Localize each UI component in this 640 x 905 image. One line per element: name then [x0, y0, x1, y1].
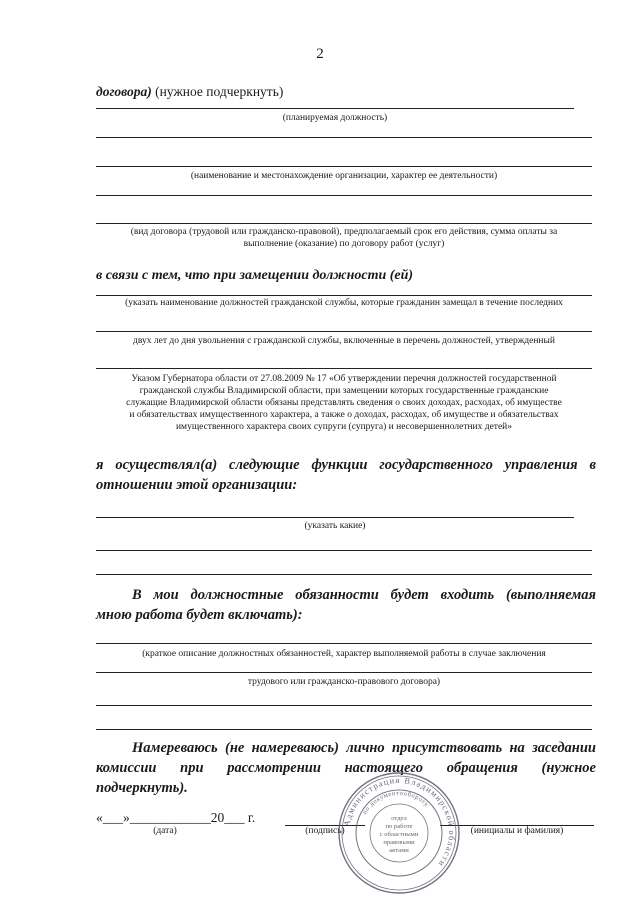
planned-position-line: [96, 108, 574, 109]
positions-line-2: [96, 331, 592, 332]
stamp-center-1: отдел: [391, 815, 407, 822]
stamp-center-4: правовыми: [383, 839, 415, 846]
contract-heading-note: (нужное подчеркнуть): [151, 84, 284, 99]
contract-heading: [96, 84, 283, 100]
decree-caption-4: и обязательствах имущественного характера, а также о доходах, расходах, об имуществе и обязательствах: [129, 410, 559, 420]
contract-caption-2: выполнение (оказание) по договору работ (услуг): [243, 239, 445, 249]
duties-line-2: мною работа будет включать):: [96, 607, 303, 623]
blank-line: [96, 705, 592, 706]
functions-line-2: отношении этой организации:: [96, 477, 298, 493]
intent-line-3: подчеркнуть).: [96, 780, 188, 796]
decree-caption-3: служащие Владимирской области обязаны представлять сведения о своих доходах, расходах, об имуществе: [126, 398, 562, 408]
stamp-center-3: с областными: [379, 831, 419, 838]
svg-text:по документообороту: [361, 790, 430, 816]
date-field: «___»____________20___ г.: [96, 810, 256, 825]
duties-line-2-rule: [96, 672, 592, 673]
connection-heading: в связи с тем, что при замещении должности (ей): [96, 268, 414, 283]
decree-caption-2: гражданской службы Владимирской области, при замещении которых государственные гражданские: [139, 386, 549, 396]
signature-caption: (подпись): [305, 826, 345, 836]
functions-line-1: я осуществлял(а) следующие функции государственного управления в: [96, 457, 596, 473]
organization-caption: (наименование и местонахождение организации, характер ее деятельности): [190, 171, 498, 181]
stamp-inner-ring-text: по документообороту: [361, 789, 431, 816]
decree-caption-5: имущественного характера своих супруги (супруга) и несовершеннолетних детей»: [175, 422, 513, 432]
stamp-center-2: по работе: [385, 823, 413, 830]
duties-caption-1: (краткое описание должностных обязанностей, характер выполняемой работы в случае заключения: [142, 649, 546, 659]
positions-line: [96, 295, 592, 296]
blank-line: [96, 137, 592, 138]
stamp-center-5: актами: [389, 847, 409, 854]
intent-line-2: комиссии при рассмотрении настоящего обращения (нужное: [96, 760, 596, 776]
stamp-ring-text: Администрация Владимирской области: [341, 774, 458, 870]
organization-line: [96, 166, 592, 167]
blank-line: [96, 729, 592, 730]
positions-caption-2: двух лет до дня увольнения с гражданской службы, включенные в перечень должностей, утвержденный: [133, 336, 555, 346]
duties-caption-2: трудового или гражданско-правового договора): [247, 677, 441, 687]
date-caption: (дата): [153, 826, 177, 836]
which-line: [96, 517, 574, 518]
contract-heading-emphasis: договора): [96, 84, 152, 99]
page-number: 2: [316, 46, 324, 62]
positions-caption-1: (указать наименование должностей гражданской службы, которые гражданин замещал в течение последних: [125, 298, 563, 308]
official-stamp: [336, 770, 462, 896]
decree-caption-1: Указом Губернатора области от 27.08.2009 № 17 «Об утверждении перечня должностей государственной: [131, 374, 557, 384]
blank-line: [96, 574, 592, 575]
contract-line: [96, 223, 592, 224]
duties-line: [96, 643, 592, 644]
planned-position-caption: (планируемая должность): [282, 113, 388, 123]
duties-line-1: В мои должностные обязанности будет входить (выполняемая: [132, 587, 596, 603]
which-caption: (указать какие): [304, 521, 366, 531]
contract-caption-1: (вид договора (трудовой или гражданско-правовой), предполагаемый срок его действия, сумма оплаты за: [130, 227, 558, 237]
initials-caption: (инициалы и фамилия): [470, 826, 564, 836]
blank-line: [96, 195, 592, 196]
blank-line: [96, 550, 592, 551]
decree-line: [96, 368, 592, 369]
intent-line-1: Намереваюсь (не намереваюсь) лично присутствовать на заседании: [132, 740, 596, 756]
